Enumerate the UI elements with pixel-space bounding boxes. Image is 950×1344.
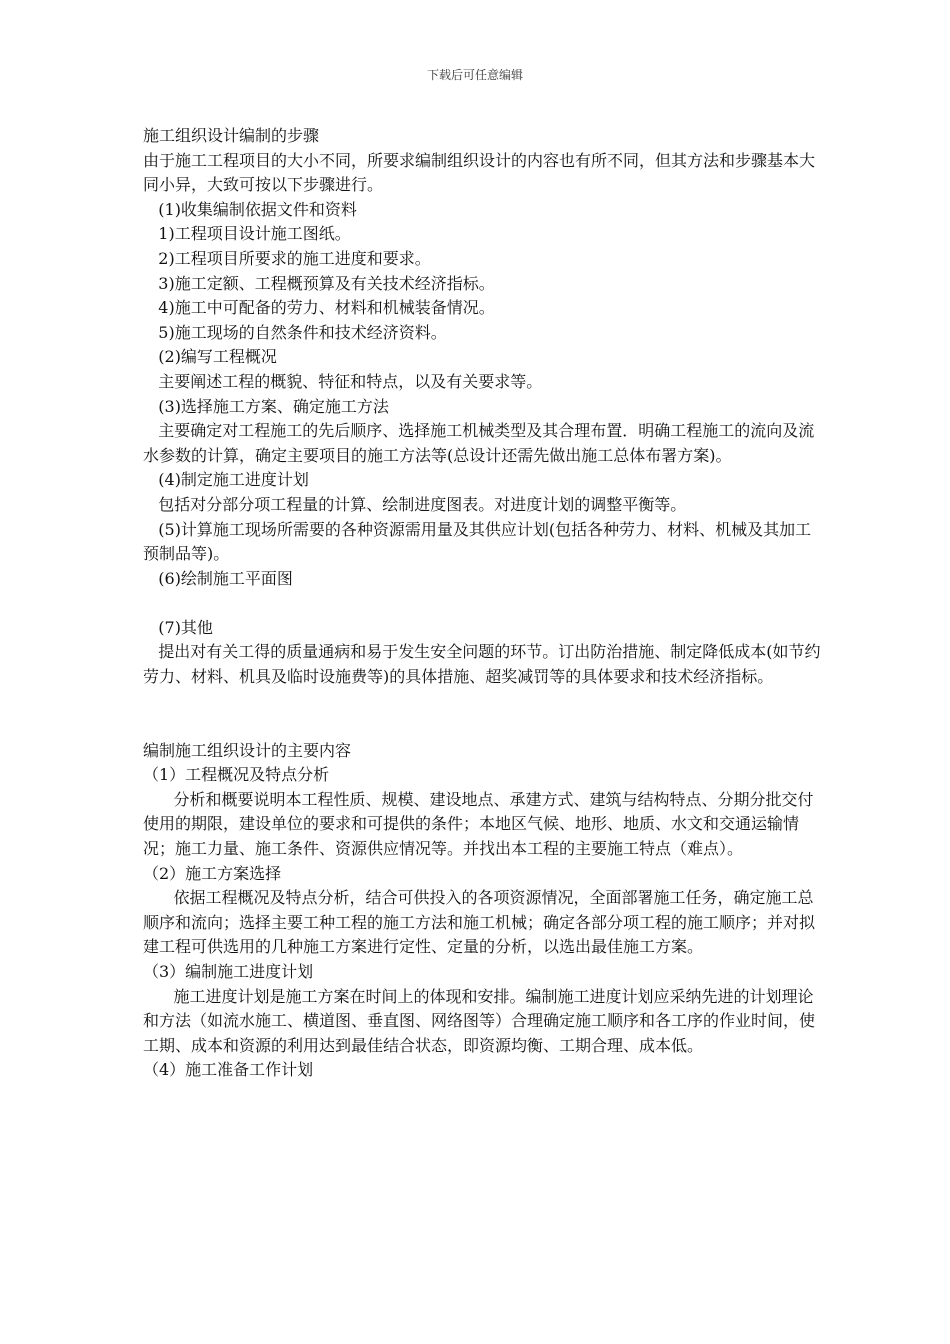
- step-line: (4)制定施工进度计划: [143, 470, 309, 490]
- step-line: 包括对分部分项工程量的计算、绘制进度图表。对进度计划的调整平衡等。: [143, 494, 687, 514]
- step-line: (3)选择施工方案、确定施工方法: [143, 396, 389, 416]
- section-intro: 由于施工工程项目的大小不同，所要求编制组织设计的内容也有所不同，但其方法和步骤基本大同小异，大致可按以下步骤进行。: [143, 150, 816, 195]
- content-heading: （2）施工方案选择: [143, 863, 282, 883]
- content-heading: （4）施工准备工作计划: [143, 1060, 314, 1080]
- spacer: [143, 690, 823, 739]
- step-line: (1)收集编制依据文件和资料: [143, 199, 357, 219]
- step-line: 4)施工中可配备的劳力、材料和机械装备情况。: [143, 298, 495, 318]
- step-line: (6)绘制施工平面图: [143, 568, 293, 588]
- step-other-text: 提出对有关工得的质量通病和易于发生安全问题的环节。订出防治措施、制定降低成本(如节约劳力、材料、机具及临时设施费等)的具体措施、超奖减罚等的具体要求和技术经济指标。: [143, 642, 821, 687]
- step-line: 主要阐述工程的概貌、特征和特点，以及有关要求等。: [143, 371, 543, 391]
- content-text: 依据工程概况及特点分析，结合可供投入的各项资源情况，全面部署施工任务，确定施工总顺序和流向；选择主要工种工程的施工方法和施工机械；确定各部分项工程的施工顺序；并对拟建工程可供选用的几种施工方案进行定性、定量的分析，以选出最佳施工方案。: [143, 888, 816, 957]
- step-line: 5)施工现场的自然条件和技术经济资料。: [143, 322, 447, 342]
- document-body: [143, 124, 823, 1083]
- step-line: (5)计算施工现场所需要的各种资源需用量及其供应计划(包括各种劳力、材料、机械及其加工预制品等)。: [143, 519, 812, 564]
- section-title: 施工组织设计编制的步骤: [143, 126, 320, 145]
- step-line: 1)工程项目设计施工图纸。: [143, 224, 351, 244]
- step-other-title: (7)其他: [143, 617, 213, 637]
- content-text: 施工进度计划是施工方案在时间上的体现和安排。编制施工进度计划应采纳先进的计划理论和方法（如流水施工、横道图、垂直图、网络图等）合理确定施工顺序和各工序的作业时间，使工期、成本和资源的利用达到最佳结合状态，即资源均衡、工期合理、成本低。: [143, 986, 816, 1055]
- step-line: (2)编写工程概况: [143, 347, 277, 367]
- step-line: 主要确定对工程施工的先后顺序、选择施工机械类型及其合理布置．明确工程施工的流向及流水参数的计算，确定主要项目的施工方法等(总设计还需先做出施工总体布署方案)。: [143, 421, 815, 465]
- step-line: 3)施工定额、工程概预算及有关技术经济指标。: [143, 273, 495, 293]
- page-header: 下载后可任意编辑: [426, 68, 523, 82]
- step-line: 2)工程项目所要求的施工进度和要求。: [143, 248, 431, 268]
- content-heading: （3）编制施工进度计划: [143, 962, 314, 981]
- content-heading: （1）工程概况及特点分析: [143, 765, 330, 785]
- spacer: [143, 591, 823, 616]
- section-title: 编制施工组织设计的主要内容: [143, 740, 352, 760]
- content-text: 分析和概要说明本工程性质、规模、建设地点、承建方式、建筑与结构特点、分期分批交付使用的期限，建设单位的要求和可提供的条件；本地区气候、地形、地质、水文和交通运输情况；施工力量、施工条件、资源供应情况等。并找出本工程的主要施工特点（难点）。: [143, 789, 814, 859]
